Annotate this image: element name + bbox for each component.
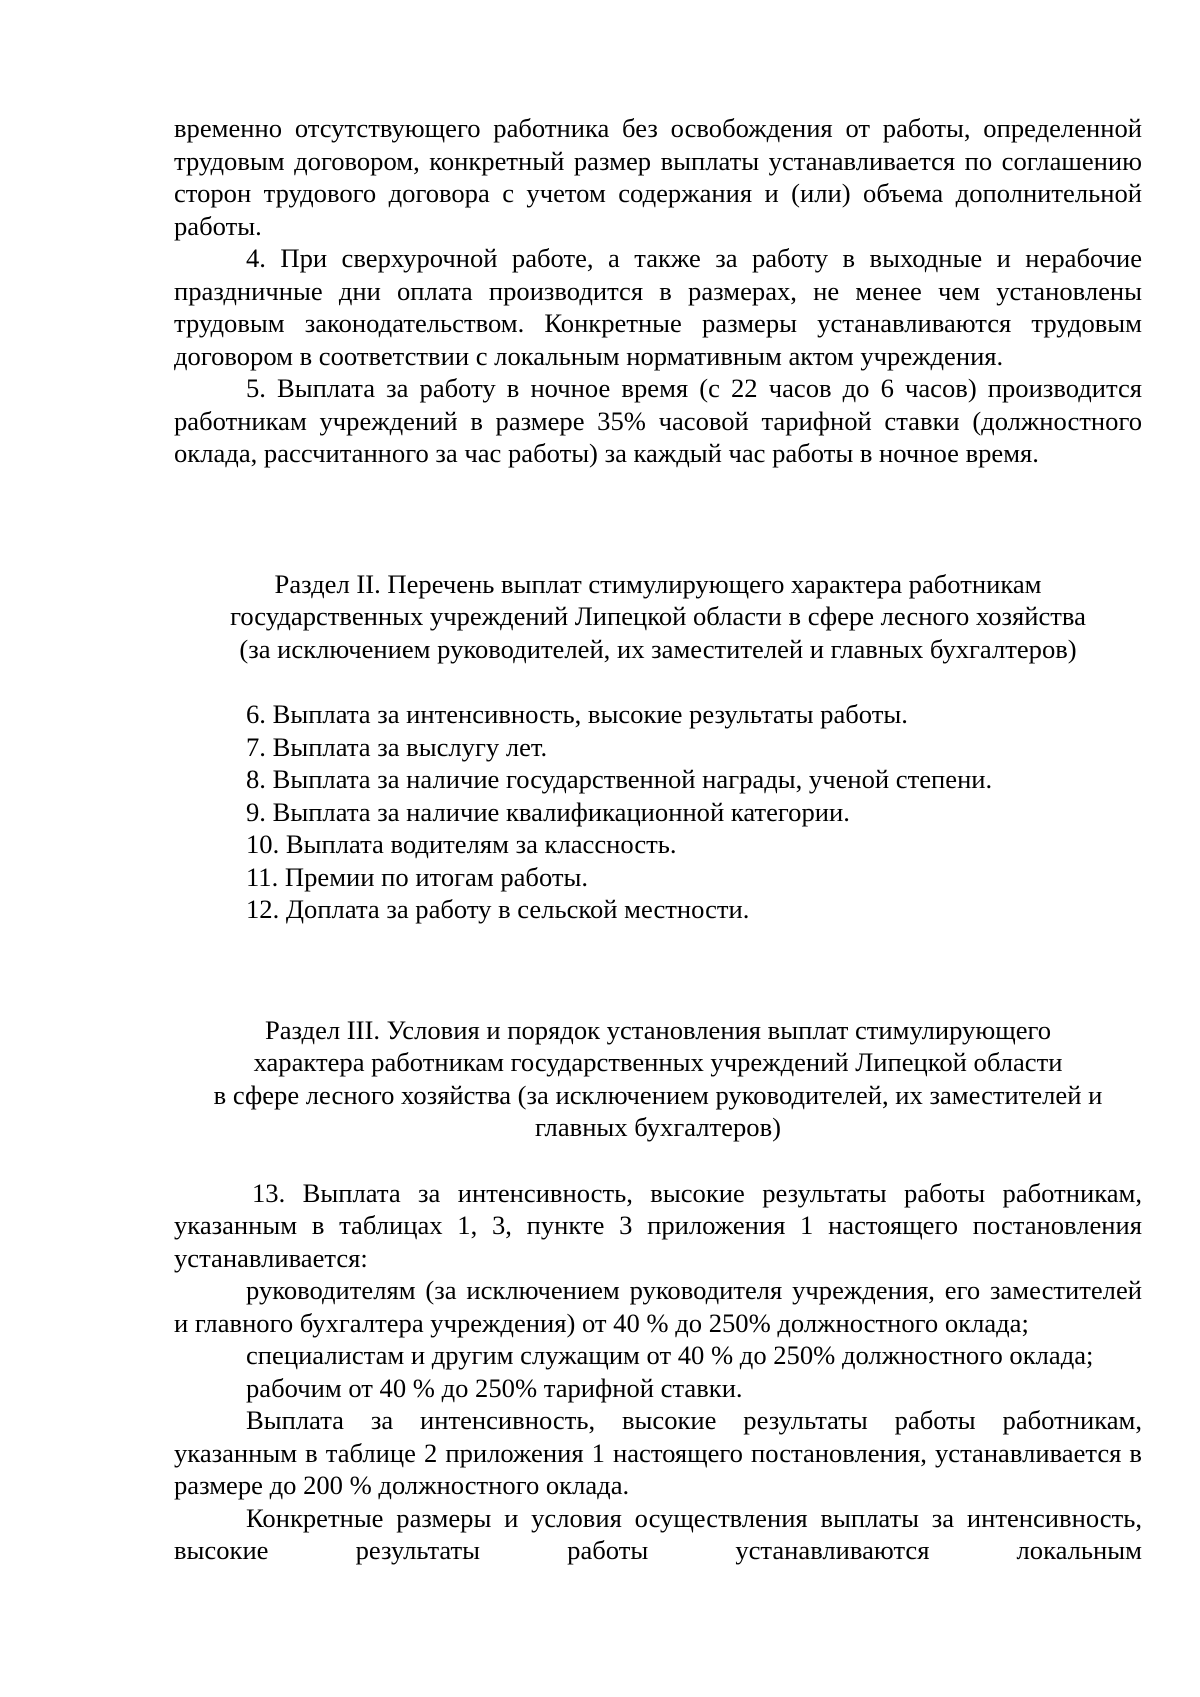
list-item: 9. Выплата за наличие квалификационной категории. [246, 796, 850, 827]
section-2-title-line: государственных учреждений Липецкой области в сфере лесного хозяйства [230, 601, 1086, 631]
spacer [174, 470, 1142, 568]
list-item: 11. Премии по итогам работы. [246, 861, 589, 892]
document-page [174, 112, 1142, 1567]
workers-paragraph: рабочим от 40 % до 250% тарифной ставки. [246, 1372, 743, 1403]
spacer [174, 665, 1142, 698]
section-3-title [174, 1014, 1142, 1144]
section-2-list [174, 698, 1142, 926]
paragraph-13: 13. Выплата за интенсивность, высокие результаты работы работникам, указанным в таблицах 1, 3, пункте 3 приложения 1 настоящего постановления устанавливается: [174, 1177, 1142, 1273]
section-2-title-line: Раздел II. Перечень выплат стимулирующего характера работникам [274, 568, 1042, 599]
list-item: 10. Выплата водителям за классность. [246, 829, 677, 859]
section-3-title-line: характера работникам государственных учреждений Липецкой области [253, 1047, 1063, 1077]
spacer [174, 926, 1142, 1014]
paragraph-4: 4. При сверхурочной работе, а также за работу в выходные и нерабочие праздничные дни оплата производится в размерах, не менее чем установлены трудовым законодательством. Конкретные размеры устанавливаются трудовым договором в соответствии с локальным нормативным актом учреждения. [174, 243, 1142, 371]
list-item: 6. Выплата за интенсивность, высокие результаты работы. [246, 699, 908, 729]
spacer [174, 1144, 1142, 1177]
specific-sizes-paragraph: Конкретные размеры и условия осуществления выплаты за интенсивность, высокие результаты работы устанавливаются локальным [174, 1502, 1142, 1565]
section-2-title-line: (за исключением руководителей, их заместителей и главных бухгалтеров) [239, 633, 1077, 664]
list-item: 8. Выплата за наличие государственной награды, ученой степени. [246, 764, 993, 794]
paragraph-5: 5. Выплата за работу в ночное время (с 22 часов до 6 часов) производится работникам учреждений в размере 35% часовой тарифной ставки (должностного оклада, рассчитанного за час работы) за каждый час работы в ночное время. [174, 373, 1142, 468]
section-2-title [174, 568, 1142, 666]
section-3-title-line: главных бухгалтеров) [535, 1112, 781, 1142]
list-item: 7. Выплата за выслугу лет. [246, 731, 548, 762]
section-3-title-line: Раздел III. Условия и порядок установления выплат стимулирующего [264, 1014, 1052, 1045]
managers-paragraph: руководителям (за исключением руководителя учреждения, его заместителей и главного бухгалтера учреждения) от 40 % до 250% должностного оклада; [174, 1275, 1142, 1338]
section-3-title-line: в сфере лесного хозяйства (за исключением руководителей, их заместителей и [213, 1079, 1103, 1110]
specialists-paragraph: специалистам и другим служащим от 40 % до 250% должностного оклада; [246, 1340, 1094, 1370]
table-2-paragraph: Выплата за интенсивность, высокие результаты работы работникам, указанным в таблице 2 приложения 1 настоящего постановления, устанавливается в размере до 200 % должностного оклада. [174, 1405, 1142, 1500]
continuation-paragraph: временно отсутствующего работника без освобождения от работы, определенной трудовым договором, конкретный размер выплаты устанавливается по соглашению сторон трудового договора с учетом содержания и (или) объема дополнительной работы. [174, 113, 1142, 241]
list-item: 12. Доплата за работу в сельской местности. [246, 894, 750, 924]
